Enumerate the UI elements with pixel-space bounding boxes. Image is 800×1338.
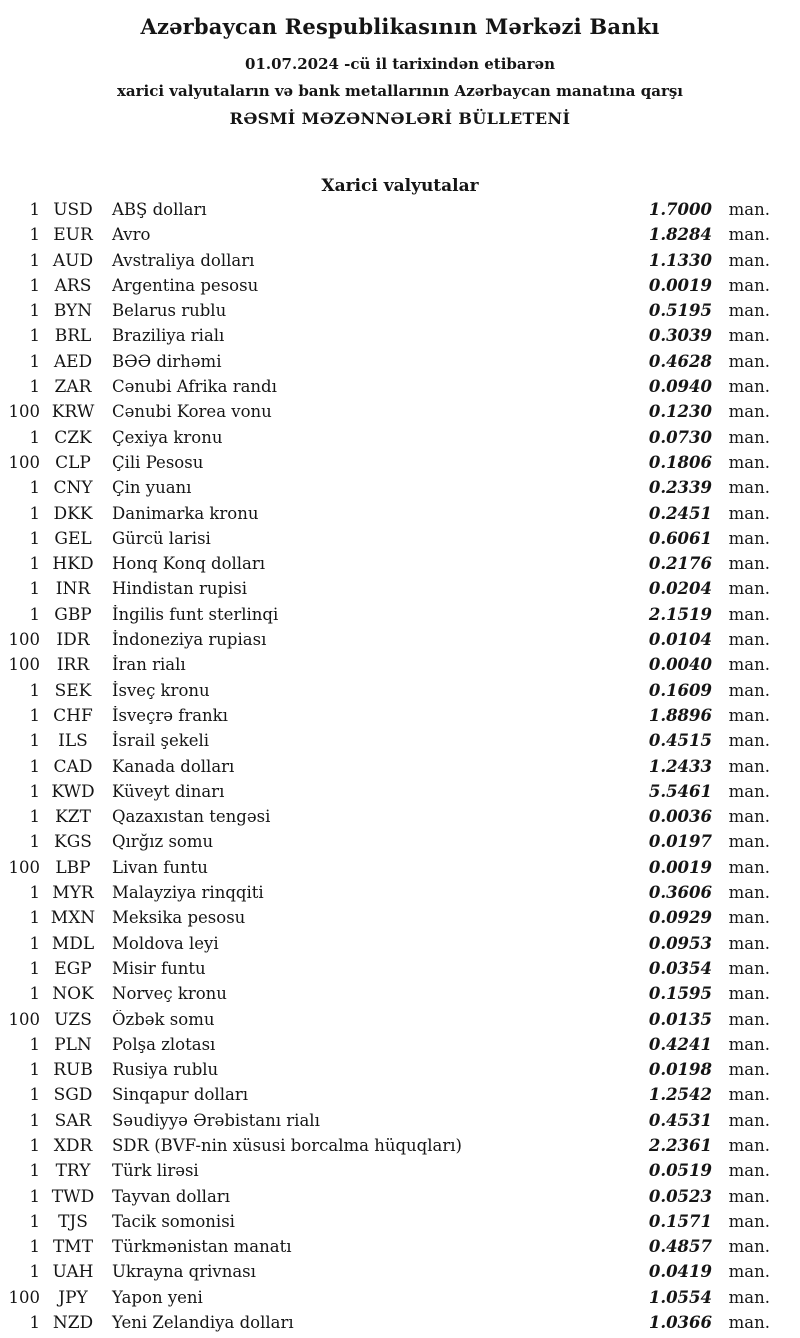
table-row — [0, 326, 770, 351]
row-currency-name: Cənubi Afrika randı — [112, 377, 277, 397]
row-currency-name: Kanada dolları — [112, 756, 235, 776]
row-unit-label: man. — [728, 225, 770, 245]
row-quantity: 1 — [29, 883, 40, 903]
row-currency-code: SEK — [54, 680, 92, 701]
row-currency-code: CZK — [54, 427, 92, 448]
row-unit-label: man. — [728, 579, 770, 599]
row-currency-code: PLN — [54, 1034, 92, 1055]
row-currency-name: Gürcü larisi — [112, 528, 211, 548]
row-rate: 0.0197 — [648, 832, 712, 852]
row-currency-code: TMT — [52, 1237, 94, 1258]
row-currency-name: Belarus rublu — [112, 301, 227, 321]
row-rate: 0.4857 — [648, 1237, 712, 1257]
row-rate: 0.2176 — [648, 554, 712, 574]
row-rate: 0.0198 — [648, 1060, 712, 1080]
table-row — [0, 757, 770, 782]
row-currency-code: DKK — [53, 503, 93, 524]
row-currency-code: SGD — [53, 1085, 93, 1106]
table-row — [0, 200, 770, 225]
row-quantity: 100 — [8, 452, 40, 472]
row-unit-label: man. — [728, 1313, 770, 1333]
row-currency-code: MYR — [52, 883, 94, 904]
row-quantity: 1 — [29, 705, 40, 725]
row-currency-name: Çexiya kronu — [112, 427, 223, 447]
row-quantity: 100 — [8, 402, 40, 422]
row-currency-code: ILS — [58, 731, 88, 752]
row-rate: 2.2361 — [648, 1135, 712, 1155]
row-unit-label: man. — [728, 1211, 770, 1231]
row-currency-name: Ukrayna qrivnası — [112, 1262, 256, 1282]
table-row — [0, 984, 770, 1009]
row-quantity: 1 — [29, 604, 40, 624]
row-quantity: 1 — [29, 807, 40, 827]
row-unit-label: man. — [728, 1060, 770, 1080]
row-currency-code: NZD — [52, 1313, 94, 1334]
row-unit-label: man. — [728, 1085, 770, 1105]
row-unit-label: man. — [728, 857, 770, 877]
row-currency-name: Malayziya rinqqiti — [112, 883, 264, 903]
table-row — [0, 883, 770, 908]
table-row — [0, 579, 770, 604]
row-rate: 0.0204 — [648, 579, 712, 599]
table-row — [0, 1085, 770, 1110]
table-row — [0, 807, 770, 832]
row-currency-code: HKD — [52, 554, 94, 575]
row-currency-code: MDL — [51, 933, 95, 954]
row-rate: 0.0019 — [648, 275, 712, 295]
row-currency-name: İngilis funt sterlinqi — [112, 604, 279, 624]
row-currency-code: GEL — [54, 528, 92, 549]
row-unit-label: man. — [728, 807, 770, 827]
row-rate: 0.3039 — [648, 326, 712, 346]
row-quantity: 1 — [29, 1211, 40, 1231]
row-unit-label: man. — [728, 731, 770, 751]
row-currency-code: UZS — [54, 1009, 92, 1030]
row-currency-code: LBP — [55, 857, 91, 878]
row-currency-code: KRW — [51, 402, 95, 423]
row-quantity: 1 — [29, 1135, 40, 1155]
subtitle-line: xarici valyutaların və bank metallarının Azərbaycan manatına qarşı — [116, 82, 684, 100]
row-unit-label: man. — [728, 1009, 770, 1029]
row-rate: 1.2542 — [648, 1085, 712, 1105]
row-currency-name: Moldova leyi — [112, 933, 219, 953]
row-currency-name: Honq Konq dolları — [112, 554, 266, 574]
table-row — [0, 1060, 770, 1085]
row-currency-code: EUR — [53, 225, 93, 246]
row-rate: 0.0929 — [648, 908, 712, 928]
row-quantity: 1 — [29, 756, 40, 776]
table-row — [0, 1187, 770, 1212]
row-quantity: 1 — [29, 781, 40, 801]
row-unit-label: man. — [728, 1287, 770, 1307]
table-row — [0, 554, 770, 579]
row-unit-label: man. — [728, 402, 770, 422]
table-row — [0, 934, 770, 959]
table-row — [0, 478, 770, 503]
row-unit-label: man. — [728, 200, 770, 219]
row-rate: 0.1230 — [648, 402, 712, 422]
row-quantity: 1 — [29, 1034, 40, 1054]
table-row — [0, 858, 770, 883]
page-title: Azərbaycan Respublikasının Mərkəzi Bankı — [140, 14, 660, 39]
row-unit-label: man. — [728, 1110, 770, 1130]
row-unit-label: man. — [728, 351, 770, 371]
row-currency-code: USD — [53, 200, 93, 220]
row-quantity: 100 — [8, 1009, 40, 1029]
row-currency-name: İsveçrə frankı — [112, 705, 228, 725]
row-currency-code: CAD — [53, 756, 93, 777]
row-currency-name: Hindistan rupisi — [112, 579, 248, 599]
row-currency-name: İndoneziya rupiası — [112, 630, 267, 650]
table-row — [0, 1313, 770, 1338]
row-currency-code: BRL — [54, 326, 92, 347]
row-rate: 0.4515 — [648, 731, 712, 751]
table-row — [0, 352, 770, 377]
row-currency-name: Cənubi Korea vonu — [112, 402, 272, 422]
row-unit-label: man. — [728, 554, 770, 574]
table-row — [0, 681, 770, 706]
row-unit-label: man. — [728, 452, 770, 472]
row-currency-code: SAR — [54, 1110, 92, 1131]
table-row — [0, 630, 770, 655]
table-row — [0, 504, 770, 529]
row-currency-code: INR — [55, 579, 91, 600]
row-currency-name: İran rialı — [112, 655, 186, 675]
row-rate: 0.2339 — [648, 478, 712, 498]
row-rate: 0.0730 — [648, 427, 712, 447]
row-currency-code: UAH — [52, 1262, 94, 1283]
row-unit-label: man. — [728, 781, 770, 801]
row-quantity: 1 — [29, 503, 40, 523]
row-currency-name: Türk lirəsi — [112, 1161, 199, 1181]
row-unit-label: man. — [728, 528, 770, 548]
row-currency-code: CNY — [53, 478, 93, 499]
row-quantity: 1 — [29, 250, 40, 270]
row-quantity: 1 — [29, 275, 40, 295]
row-currency-name: İsrail şekeli — [112, 731, 210, 751]
row-unit-label: man. — [728, 326, 770, 346]
row-rate: 2.1519 — [648, 604, 712, 624]
row-rate: 0.4241 — [648, 1034, 712, 1054]
table-row — [0, 1237, 770, 1262]
row-currency-code: ZAR — [54, 377, 92, 398]
table-row — [0, 301, 770, 326]
row-currency-code: CLP — [55, 452, 91, 473]
row-quantity: 100 — [8, 655, 40, 675]
row-rate: 0.1806 — [648, 452, 712, 472]
row-rate: 0.0036 — [648, 807, 712, 827]
table-row — [0, 1262, 770, 1287]
row-unit-label: man. — [728, 1034, 770, 1054]
row-rate: 0.0419 — [648, 1262, 712, 1282]
row-unit-label: man. — [728, 503, 770, 523]
bulletin-title-line: RƏSMİ MƏZƏNNƏLƏRİ BÜLLETENİ — [229, 109, 571, 128]
row-rate: 0.0354 — [648, 958, 712, 978]
row-quantity: 1 — [29, 832, 40, 852]
row-rate: 0.0104 — [648, 630, 712, 650]
row-currency-code: TWD — [51, 1186, 95, 1207]
row-currency-name: Çili Pesosu — [112, 452, 204, 472]
row-currency-code: JPY — [58, 1287, 88, 1308]
row-currency-name: Danimarka kronu — [112, 503, 259, 523]
table-row — [0, 1035, 770, 1060]
currency-rate-table — [0, 200, 800, 1338]
row-rate: 0.5195 — [648, 301, 712, 321]
row-rate: 0.6061 — [648, 528, 712, 548]
row-currency-name: Özbək somu — [112, 1009, 215, 1029]
row-currency-name: Misir funtu — [112, 958, 206, 978]
row-currency-code: GBP — [54, 604, 92, 625]
row-quantity: 1 — [29, 528, 40, 548]
row-currency-code: EGP — [54, 958, 92, 979]
row-quantity: 1 — [29, 1060, 40, 1080]
row-unit-label: man. — [728, 1262, 770, 1282]
row-currency-name: Argentina pesosu — [112, 275, 259, 295]
row-quantity: 100 — [8, 1287, 40, 1307]
row-unit-label: man. — [728, 377, 770, 397]
table-row — [0, 1288, 770, 1313]
row-rate: 0.0940 — [648, 377, 712, 397]
row-unit-label: man. — [728, 478, 770, 498]
row-unit-label: man. — [728, 908, 770, 928]
row-rate: 0.1595 — [648, 984, 712, 1004]
row-currency-name: Sinqapur dolları — [112, 1085, 248, 1105]
row-currency-name: Tayvan dolları — [112, 1186, 230, 1206]
row-unit-label: man. — [728, 958, 770, 978]
table-row — [0, 706, 770, 731]
row-rate: 1.0554 — [648, 1287, 712, 1307]
row-quantity: 1 — [29, 731, 40, 751]
table-row — [0, 402, 770, 427]
row-currency-code: ARS — [54, 275, 92, 296]
row-quantity: 1 — [29, 908, 40, 928]
row-currency-name: Yapon yeni — [112, 1287, 203, 1307]
row-currency-code: CHF — [53, 705, 93, 726]
row-rate: 1.8284 — [648, 225, 712, 245]
row-currency-name: Qazaxıstan tengəsi — [112, 807, 271, 827]
row-unit-label: man. — [728, 1186, 770, 1206]
table-row — [0, 959, 770, 984]
row-unit-label: man. — [728, 984, 770, 1004]
row-quantity: 1 — [29, 1161, 40, 1181]
row-currency-code: KZT — [55, 807, 91, 828]
row-rate: 0.0953 — [648, 933, 712, 953]
row-currency-name: Norveç kronu — [112, 984, 227, 1004]
row-currency-name: Livan funtu — [112, 857, 208, 877]
row-unit-label: man. — [728, 604, 770, 624]
row-currency-name: Polşa zlotası — [112, 1034, 216, 1054]
row-quantity: 1 — [29, 427, 40, 447]
row-quantity: 1 — [29, 933, 40, 953]
row-rate: 0.1609 — [648, 680, 712, 700]
row-rate: 0.1571 — [648, 1211, 712, 1231]
row-currency-name: Türkmənistan manatı — [112, 1237, 292, 1257]
row-quantity: 1 — [29, 301, 40, 321]
row-currency-name: Tacik somonisi — [112, 1211, 235, 1231]
row-unit-label: man. — [728, 1161, 770, 1181]
section-title-foreign-currencies: Xarici valyutalar — [321, 176, 479, 196]
row-currency-code: MXN — [50, 908, 96, 929]
row-currency-name: Avro — [112, 225, 151, 245]
row-unit-label: man. — [728, 427, 770, 447]
row-quantity: 1 — [29, 1262, 40, 1282]
row-unit-label: man. — [728, 705, 770, 725]
row-currency-code: KWD — [51, 781, 95, 802]
row-quantity: 1 — [29, 958, 40, 978]
row-currency-code: RUB — [53, 1060, 93, 1081]
row-currency-name: ABŞ dolları — [112, 200, 207, 219]
table-row — [0, 1111, 770, 1136]
row-rate: 1.1330 — [648, 250, 712, 270]
row-quantity: 1 — [29, 351, 40, 371]
row-rate: 1.2433 — [648, 756, 712, 776]
row-currency-name: Küveyt dinarı — [112, 781, 225, 801]
row-currency-code: TRY — [55, 1161, 91, 1182]
row-unit-label: man. — [728, 933, 770, 953]
row-currency-name: İsveç kronu — [112, 680, 210, 700]
row-currency-code: KGS — [54, 832, 92, 853]
table-row — [0, 377, 770, 402]
row-quantity: 1 — [29, 1313, 40, 1333]
row-quantity: 1 — [29, 984, 40, 1004]
row-quantity: 1 — [29, 1110, 40, 1130]
table-row — [0, 453, 770, 478]
row-rate: 0.0523 — [648, 1186, 712, 1206]
row-quantity: 1 — [29, 680, 40, 700]
row-quantity: 1 — [29, 579, 40, 599]
row-currency-name: Qırğız somu — [112, 832, 214, 852]
table-row — [0, 251, 770, 276]
row-unit-label: man. — [728, 1135, 770, 1155]
table-row — [0, 605, 770, 630]
table-row — [0, 276, 770, 301]
row-quantity: 1 — [29, 478, 40, 498]
row-quantity: 1 — [29, 1237, 40, 1257]
table-row — [0, 832, 770, 857]
table-row — [0, 731, 770, 756]
row-currency-name: Yeni Zelandiya dolları — [112, 1313, 294, 1333]
row-quantity: 1 — [29, 225, 40, 245]
row-quantity: 1 — [29, 326, 40, 346]
row-currency-code: NOK — [52, 984, 94, 1005]
row-rate: 0.0019 — [648, 857, 712, 877]
row-currency-name: Braziliya rialı — [112, 326, 225, 346]
row-rate: 0.0519 — [648, 1161, 712, 1181]
row-rate: 0.3606 — [648, 883, 712, 903]
table-row — [0, 782, 770, 807]
row-currency-code: BYN — [53, 301, 93, 322]
row-quantity: 1 — [29, 1085, 40, 1105]
row-unit-label: man. — [728, 655, 770, 675]
row-quantity: 1 — [29, 554, 40, 574]
row-currency-name: Səudiyyə Ərəbistanı rialı — [112, 1110, 320, 1130]
row-unit-label: man. — [728, 1237, 770, 1257]
row-quantity: 100 — [8, 857, 40, 877]
table-row — [0, 529, 770, 554]
row-rate: 0.0040 — [648, 655, 712, 675]
row-quantity: 1 — [29, 1186, 40, 1206]
row-unit-label: man. — [728, 250, 770, 270]
table-row — [0, 428, 770, 453]
table-row — [0, 908, 770, 933]
row-rate: 0.2451 — [648, 503, 712, 523]
row-currency-name: SDR (BVF-nin xüsusi borcalma hüquqları) — [112, 1135, 462, 1155]
row-currency-code: AED — [53, 351, 93, 372]
row-rate: 1.7000 — [648, 200, 712, 219]
row-currency-code: IRR — [56, 655, 90, 676]
table-row — [0, 655, 770, 680]
table-row — [0, 1212, 770, 1237]
row-currency-name: Meksika pesosu — [112, 908, 246, 928]
row-currency-name: Çin yuanı — [112, 478, 192, 498]
row-currency-name: Avstraliya dolları — [112, 250, 255, 270]
table-row — [0, 1136, 770, 1161]
row-unit-label: man. — [728, 883, 770, 903]
row-rate: 1.8896 — [648, 705, 712, 725]
row-currency-name: BƏƏ dirhəmi — [112, 351, 222, 371]
row-currency-code: AUD — [52, 250, 94, 271]
row-quantity: 1 — [29, 200, 40, 219]
row-rate: 1.0366 — [648, 1313, 712, 1333]
row-rate: 0.4628 — [648, 351, 712, 371]
row-rate: 0.0135 — [648, 1009, 712, 1029]
effective-date-line: 01.07.2024 -cü il tarixindən etibarən — [245, 55, 555, 73]
row-unit-label: man. — [728, 756, 770, 776]
table-row — [0, 225, 770, 250]
row-currency-code: TJS — [58, 1211, 88, 1232]
row-unit-label: man. — [728, 832, 770, 852]
row-currency-name: Rusiya rublu — [112, 1060, 219, 1080]
row-rate: 0.4531 — [648, 1110, 712, 1130]
row-currency-code: XDR — [53, 1135, 93, 1156]
row-quantity: 1 — [29, 377, 40, 397]
row-unit-label: man. — [728, 275, 770, 295]
table-row — [0, 1161, 770, 1186]
row-quantity: 100 — [8, 630, 40, 650]
table-row — [0, 1010, 770, 1035]
row-unit-label: man. — [728, 680, 770, 700]
row-unit-label: man. — [728, 301, 770, 321]
row-currency-code: IDR — [56, 630, 90, 651]
row-rate: 5.5461 — [648, 781, 712, 801]
row-unit-label: man. — [728, 630, 770, 650]
